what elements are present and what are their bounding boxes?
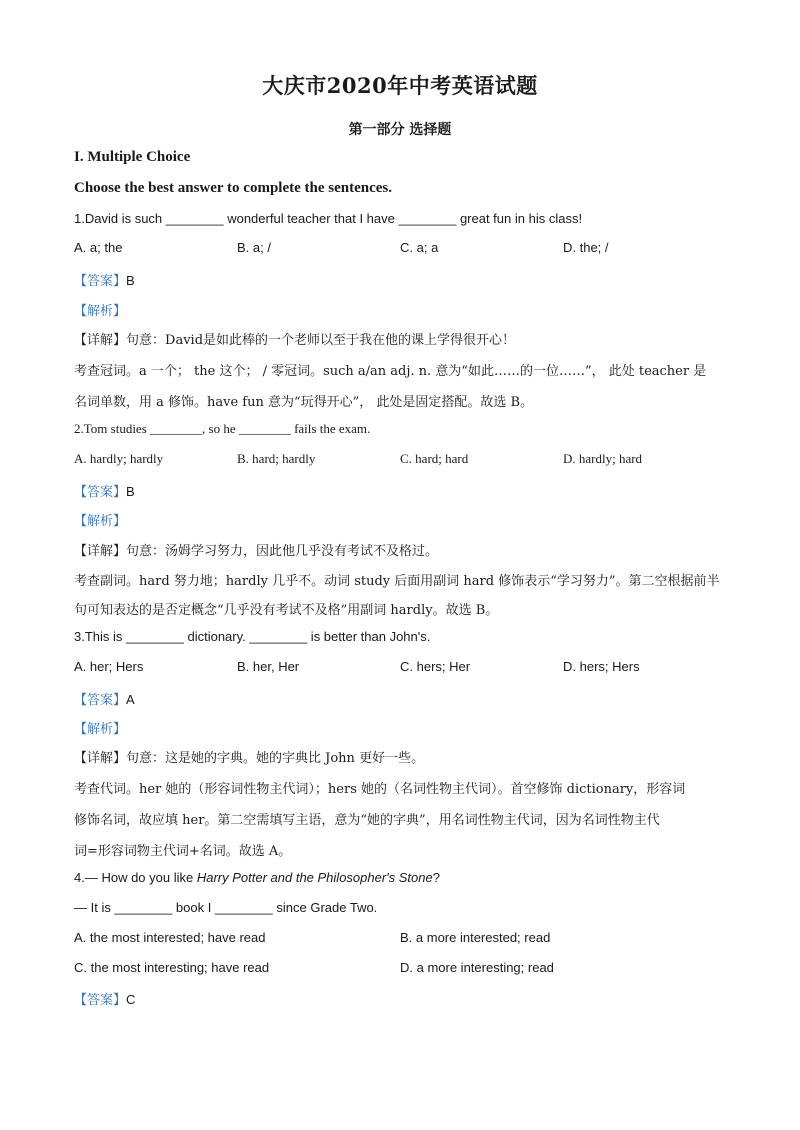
answer-value: C	[126, 992, 136, 1007]
answer-line-3	[74, 689, 135, 708]
answer-value: B	[126, 484, 135, 499]
option-a: A. hardly; hardly	[74, 451, 164, 466]
answer-value: B	[126, 273, 135, 288]
answer-line-2	[74, 481, 135, 500]
stem-prefix: 4.— How do you like	[74, 870, 197, 885]
detail-text: 句意：David是如此棒的一个老师以至于我在他的课上学得很开心！	[126, 333, 516, 348]
option-c: C. hard; hard	[400, 451, 469, 466]
answer-tag: 【答案】	[74, 693, 127, 708]
page-title: 大庆市2020年中考英语试题	[262, 73, 538, 98]
option-b: B. a more interested; read	[400, 930, 551, 945]
option-c: C. a; a	[400, 240, 439, 255]
option-c: C. the most interesting; have read	[74, 960, 270, 975]
detail-text: 句意：这是她的字典。她的字典比 John 更好一些。	[126, 751, 425, 766]
detail-line-1	[74, 329, 515, 348]
stem-suffix: ?	[432, 870, 440, 885]
explanation-2b: 句可知表达的是否定概念“几乎没有考试不及格”用副词 hardly。故选 B。	[74, 603, 499, 618]
question-3-stem: 3.This is ________ dictionary. ________ is better than John's.	[74, 629, 431, 644]
answer-tag: 【答案】	[74, 993, 127, 1008]
question-2-stem: 2.Tom studies ________, so he ________ fails the exam.	[74, 421, 371, 436]
explanation-1b: 名词单数，用 a 修饰。have fun 意为“玩得开心”， 此处是固定搭配。故选 B。	[74, 395, 534, 410]
question-1-stem: 1.David is such ________ wonderful teacher that I have ________ great fun in his class!	[74, 211, 583, 226]
option-a: A. a; the	[74, 240, 123, 255]
book-title: Harry Potter and the Philosopher's Stone	[196, 870, 433, 885]
answer-line-4	[74, 989, 135, 1008]
detail-line-3	[74, 747, 424, 766]
option-d: D. the; /	[563, 240, 609, 255]
option-c: C. hers; Her	[400, 659, 471, 674]
answer-tag: 【答案】	[74, 485, 127, 500]
option-d: D. hardly; hard	[563, 451, 643, 466]
detail-tag: 【详解】	[74, 751, 127, 766]
explanation-3b: 修饰名词，故应填 her。第二空需填写主语，意为“她的字典”，用名词性物主代词，因为名词性物主代	[74, 813, 660, 828]
question-4-stem	[74, 870, 440, 885]
explanation-3c: 词=形容词物主代词+名词。故选 A。	[74, 844, 292, 859]
analysis-tag: 【解析】	[74, 514, 127, 529]
option-d: D. hers; Hers	[563, 659, 640, 674]
option-a: A. the most interested; have read	[74, 930, 266, 945]
explanation-2a: 考查副词。hard 努力地；hardly 几乎不。动词 study 后面用副词 hard 修饰表示“学习努力”。第二空根据前半	[74, 574, 720, 589]
analysis-tag: 【解析】	[74, 304, 127, 319]
instruction-heading: Choose the best answer to complete the sentences.	[74, 180, 393, 196]
option-d: D. a more interesting; read	[400, 960, 554, 975]
answer-line-1	[74, 270, 135, 289]
option-b: B. her, Her	[237, 659, 300, 674]
answer-tag: 【答案】	[74, 274, 127, 289]
part-heading: 第一部分 选择题	[348, 122, 452, 138]
section-heading: I. Multiple Choice	[74, 149, 191, 165]
detail-tag: 【详解】	[74, 544, 127, 559]
option-b: B. a; /	[237, 240, 271, 255]
explanation-3a: 考查代词。her 她的（形容词性物主代词）；hers 她的（名词性物主代词）。首空修饰 dictionary，形容词	[74, 782, 686, 797]
answer-value: A	[126, 692, 135, 707]
detail-line-2	[74, 540, 438, 559]
option-b: B. hard; hardly	[237, 451, 316, 466]
explanation-1a: 考查冠词。a 一个； the 这个； / 零冠词。such a/an adj. n. 意为“如此……的一位……”， 此处 teacher 是	[74, 364, 707, 379]
question-4-reply: — It is ________ book I ________ since Grade Two.	[74, 900, 378, 915]
detail-tag: 【详解】	[74, 333, 127, 348]
analysis-tag: 【解析】	[74, 722, 127, 737]
detail-text: 句意：汤姆学习努力，因此他几乎没有考试不及格过。	[126, 544, 439, 559]
option-a: A. her; Hers	[74, 659, 144, 674]
